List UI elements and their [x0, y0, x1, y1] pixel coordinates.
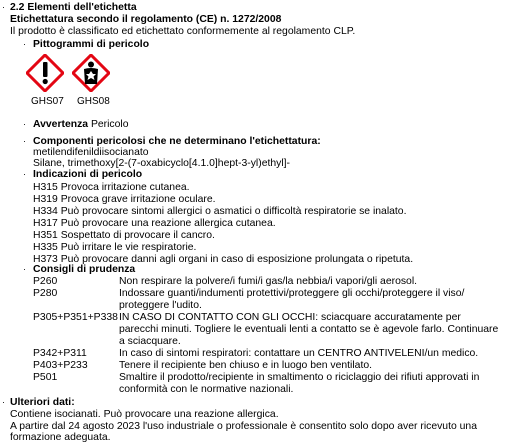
components-label: Componenti pericolosi che ne determinano l'etichettatura:: [33, 136, 321, 147]
classification-intro: Il prodotto è classificato ed etichettato conformemente al regolamento CLP.: [10, 26, 356, 37]
signal-word-row: [33, 119, 129, 130]
hazard-statement: H373 Può provocare danni agli organi in caso di esposizione prolungata o ripetuta.: [33, 254, 414, 265]
pictograms-bullet: ·: [23, 39, 26, 49]
hazard-statement: H315 Provoca irritazione cutanea.: [33, 182, 190, 193]
component-item: metilendifenildiisocianato: [33, 147, 149, 158]
precaution-code: P260: [33, 276, 58, 287]
hazard-statement: H335 Può irritare le vie respiratorie.: [33, 242, 197, 253]
signal-label: Avvertenza: [33, 119, 89, 130]
precaution-text: conformità con le normative nazionali.: [119, 384, 294, 395]
signal-bullet: ·: [23, 119, 26, 129]
health-hazard-icon: [72, 54, 110, 92]
pictograms-label: Pittogrammi di pericolo: [33, 39, 150, 50]
precaution-text: Tenere il recipiente ben chiuso e in luogo ben ventilato.: [119, 360, 373, 371]
precaution-code: P305+P351+P338: [33, 312, 118, 323]
additional-label: Ulteriori dati:: [10, 397, 75, 408]
precaution-text: proteggere l'udito.: [119, 300, 202, 311]
precaution-code: P342+P311: [33, 348, 87, 359]
precaution-text: Smaltire il prodotto/recipiente in smaltimento o riciclaggio dei rifiuti approvati in: [119, 372, 480, 383]
additional-line: A partire dal 24 agosto 2023 l'uso industriale o professionale è consentito solo dopo aver ricevuto una: [10, 421, 477, 432]
ghs07-code: GHS07: [31, 96, 64, 107]
precaution-code: P403+P233: [33, 360, 88, 371]
precaution-text: a sciacquare.: [119, 336, 181, 347]
exclamation-mark-icon: [26, 54, 64, 92]
section-heading: 2.2 Elementi dell'etichetta: [10, 2, 137, 13]
components-bullet: ·: [23, 136, 26, 146]
precaution-text: In caso di sintomi respiratori: contattare un CENTRO ANTIVELENI/un medico.: [119, 348, 479, 359]
hazards-label: Indicazioni di pericolo: [33, 169, 143, 180]
hazard-statement: H334 Può provocare sintomi allergici o asmatici o difficoltà respiratorie se inalato.: [33, 206, 407, 217]
precautions-bullet: ·: [23, 264, 26, 274]
section-bullet: ·: [2, 2, 5, 12]
additional-line: formazione adeguata.: [10, 432, 111, 443]
ghs08-code: GHS08: [77, 96, 110, 107]
precaution-code: P280: [33, 288, 58, 299]
component-item: Silane, trimethoxy[2-(7-oxabicyclo[4.1.0]hept-3-yl)ethyl]-: [33, 158, 290, 169]
ghs07-pictogram: [26, 54, 64, 95]
hazard-statement: H351 Sospettato di provocare il cancro.: [33, 230, 215, 241]
precaution-text: Non respirare la polvere/i fumi/i gas/la nebbia/i vapori/gli aerosol.: [119, 276, 418, 287]
additional-line: Contiene isocianati. Può provocare una reazione allergica.: [10, 409, 279, 420]
precaution-text: Indossare guanti/indumenti protettivi/proteggere gli occhi/proteggere il viso/: [119, 288, 465, 299]
precaution-text: IN CASO DI CONTATTO CON GLI OCCHI: sciacquare accuratamente per: [119, 312, 461, 323]
additional-bullet: ·: [2, 397, 5, 407]
regulation-subtitle: Etichettatura secondo il regolamento (CE) n. 1272/2008: [10, 14, 282, 25]
signal-value: Pericolo: [90, 119, 129, 130]
hazards-bullet: ·: [23, 169, 26, 179]
precautions-label: Consigli di prudenza: [33, 264, 136, 275]
hazard-statement: H317 Può provocare una reazione allergica cutanea.: [33, 218, 276, 229]
hazard-statement: H319 Provoca grave irritazione oculare.: [33, 194, 216, 205]
precaution-text: parecchi minuti. Togliere le eventuali lenti a contatto se è agevole farlo. Continuare: [119, 324, 499, 335]
precaution-code: P501: [33, 372, 58, 383]
ghs08-pictogram: [72, 54, 110, 95]
